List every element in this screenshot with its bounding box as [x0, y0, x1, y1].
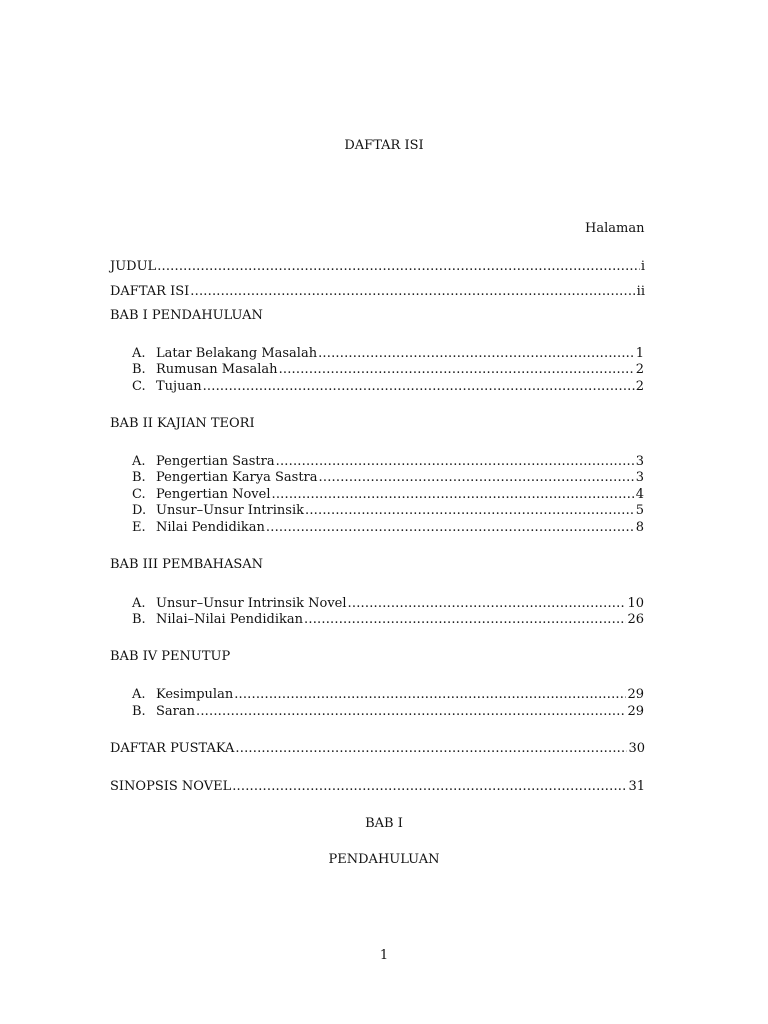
item-page: 29 — [627, 704, 644, 719]
item-letter: B. — [132, 612, 146, 627]
chapter-title: PENDAHULUAN — [328, 852, 440, 867]
toc-entry-label: DAFTAR PUSTAKA — [110, 741, 235, 756]
item-page: 3 — [635, 454, 644, 469]
item-label: Kesimpulan — [156, 687, 234, 702]
item-page: 8 — [635, 520, 644, 535]
item-page: 3 — [635, 470, 644, 485]
item-label: Saran — [156, 704, 195, 719]
toc-entry-page: i — [640, 259, 645, 274]
section-heading: BAB II KAJIAN TEORI — [110, 416, 255, 431]
item-label: Latar Belakang Masalah — [156, 346, 318, 361]
toc-item — [132, 361, 644, 379]
toc-entry-sinopsis-novel — [110, 778, 645, 796]
item-letter: E. — [132, 520, 146, 535]
item-label: Nilai–Nilai Pendidikan — [156, 612, 304, 627]
toc-entry-label: SINOPSIS NOVEL — [110, 779, 232, 794]
item-letter: B. — [132, 362, 146, 377]
item-page: 5 — [635, 503, 644, 518]
item-label: Unsur–Unsur Intrinsik — [156, 503, 304, 518]
item-letter: C. — [132, 487, 146, 502]
item-label: Tujuan — [156, 379, 202, 394]
item-page: 4 — [635, 487, 644, 502]
toc-item — [132, 502, 644, 520]
toc-entry-page: 31 — [628, 779, 645, 794]
toc-item — [132, 686, 644, 704]
item-letter: A. — [132, 346, 146, 361]
halaman-label: Halaman — [585, 221, 645, 236]
item-letter: B. — [132, 704, 146, 719]
item-letter: A. — [132, 596, 146, 611]
item-label: Pengertian Sastra — [156, 454, 275, 469]
item-letter: A. — [132, 454, 146, 469]
item-label: Pengertian Novel — [156, 487, 271, 502]
dot-leader — [266, 519, 635, 537]
dot-leader — [305, 502, 635, 520]
page-number: 1 — [379, 948, 389, 963]
dot-leader — [319, 469, 635, 487]
section-heading: BAB I PENDAHULUAN — [110, 308, 263, 323]
dot-leader — [157, 258, 640, 276]
toc-entry-label: DAFTAR ISI — [110, 284, 190, 299]
item-page: 2 — [635, 379, 644, 394]
toc-item — [132, 519, 644, 537]
toc-entry-page: 30 — [628, 741, 645, 756]
dot-leader — [235, 740, 627, 758]
dot-leader — [232, 778, 627, 796]
dot-leader — [203, 378, 635, 396]
item-label: Unsur–Unsur Intrinsik Novel — [156, 596, 347, 611]
item-letter: C. — [132, 379, 146, 394]
toc-item — [132, 469, 644, 487]
toc-entry-page: ii — [636, 284, 645, 299]
toc-entry-daftar-isi — [110, 283, 645, 301]
dot-leader — [234, 686, 626, 704]
item-page: 2 — [635, 362, 644, 377]
dot-leader — [190, 283, 635, 301]
toc-entry-judul — [110, 258, 645, 276]
item-label: Pengertian Karya Sastra — [156, 470, 318, 485]
item-label: Rumusan Masalah — [156, 362, 278, 377]
toc-item — [132, 611, 644, 629]
toc-item — [132, 378, 644, 396]
toc-item — [132, 703, 644, 721]
item-letter: A. — [132, 687, 146, 702]
item-label: Nilai Pendidikan — [156, 520, 265, 535]
item-letter: D. — [132, 503, 147, 518]
section-heading: BAB III PEMBAHASAN — [110, 557, 264, 572]
chapter-label: BAB I — [365, 816, 403, 831]
toc-title: DAFTAR ISI — [344, 138, 424, 153]
item-page: 29 — [627, 687, 644, 702]
toc-entry-label: JUDUL — [110, 259, 157, 274]
toc-entry-daftar-pustaka — [110, 740, 645, 758]
section-heading: BAB IV PENUTUP — [110, 649, 231, 664]
item-page: 1 — [635, 346, 644, 361]
item-page: 26 — [627, 612, 644, 627]
dot-leader — [304, 611, 626, 629]
item-page: 10 — [627, 596, 644, 611]
item-letter: B. — [132, 470, 146, 485]
dot-leader — [196, 703, 626, 721]
dot-leader — [279, 361, 635, 379]
